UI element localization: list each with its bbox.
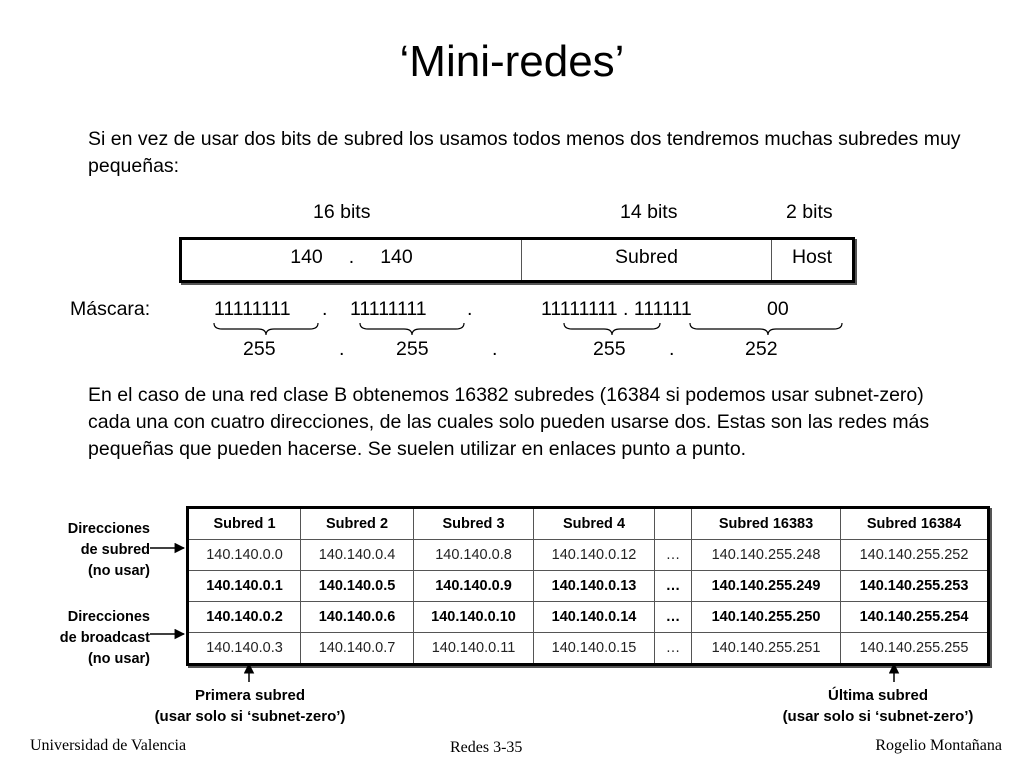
first-subnet-label [130,685,370,727]
table-cell: 140.140.0.1 [188,571,301,602]
mask-decimal-4: 252 [745,338,778,360]
slide-title: ‘Mini-redes’ [399,37,625,86]
host-bits-label: 2 bits [786,201,833,223]
table-cell: 140.140.0.9 [414,571,534,602]
table-cell: 140.140.0.13 [534,571,655,602]
broadcast-address-label-line: de broadcast [59,630,150,646]
table-cell: … [655,540,692,571]
table-cell: 140.140.0.4 [301,540,414,571]
table-cell: 140.140.255.250 [692,602,841,633]
address-structure-box [179,237,855,283]
table-cell: 140.140.0.10 [414,602,534,633]
mask-decimal-dot-2: . [492,338,498,360]
host-part-label: Host [791,246,833,268]
table-cell: … [655,602,692,633]
mask-octet-1: 11111111 [214,298,291,320]
table-cell: 140.140.0.2 [188,602,301,633]
table-cell: 140.140.0.14 [534,602,655,633]
mask-dot-1: . [322,298,328,320]
table-cell: 140.140.0.6 [301,602,414,633]
network-bits-label: 16 bits [313,201,371,223]
footer-institution: Universidad de Valencia [30,737,187,754]
subnet-address-label-line: de subred [80,542,150,558]
header-cell: Subred 4 [534,508,655,540]
network-octet-1: 140 [290,246,323,268]
table-cell: 140.140.0.7 [301,633,414,665]
first-subnet-label-line: Primera subred [194,687,306,704]
table-cell: … [655,571,692,602]
table-cell: 140.140.255.254 [841,602,989,633]
mask-decimal-3: 255 [593,338,626,360]
brace-octet-4 [690,323,842,335]
header-cell: Subred 16384 [841,508,989,540]
first-subnet-label-line: (usar solo si ‘subnet-zero’) [154,708,346,725]
table-cell: 140.140.255.252 [841,540,989,571]
brace-octet-1 [214,323,318,335]
mask-decimal-dot-1: . [339,338,345,360]
mask-subnet-bits: 11111111 . 111111 [541,298,692,320]
mask-label: Máscara: [70,298,151,320]
subnet-address-label-line: Direcciones [67,521,150,537]
broadcast-address-label-line: (no usar) [87,651,150,667]
last-subnet-label [758,685,998,727]
mask-decimal-2: 255 [396,338,429,360]
mask-decimal-dot-3: . [669,338,675,360]
table-cell: 140.140.255.251 [692,633,841,665]
network-part [182,240,522,280]
mask-decimal-1: 255 [243,338,276,360]
table-cell: 140.140.0.8 [414,540,534,571]
explanation-paragraph: En el caso de una red clase B obtenemos 16382 subredes (16384 si podemos usar subnet-zero) cada una con cuatro direcciones, de las cuales solo pueden usarse dos. Estas son las redes más pequeñas que pueden hacerse. Se suelen utilizar en enlaces punto a punto. [88,384,930,460]
table-cell: … [655,633,692,665]
table-cell: 140.140.0.5 [301,571,414,602]
mask-dot-2: . [467,298,473,320]
header-cell: Subred 1 [188,508,301,540]
annotation-arrows [0,530,1024,690]
table-cell: 140.140.255.255 [841,633,989,665]
footer-author: Rogelio Montañana [875,737,1002,754]
table-cell: 140.140.0.11 [414,633,534,665]
footer-slide-number: Redes 3-35 [450,739,523,756]
header-cell: Subred 2 [301,508,414,540]
mask-host-bits: 00 [767,298,789,320]
table-cell: 140.140.0.0 [188,540,301,571]
network-octet-2: 140 [380,246,413,268]
table-cell: 140.140.255.248 [692,540,841,571]
network-dot: . [348,246,355,268]
last-subnet-label-line: (usar solo si ‘subnet-zero’) [782,708,974,725]
subnet-address-label-line: (no usar) [87,563,150,579]
header-cell: Subred 16383 [692,508,841,540]
broadcast-address-label-line: Direcciones [67,609,150,625]
subnet-part-label: Subred [615,246,678,268]
table-cell: 140.140.0.15 [534,633,655,665]
host-part [772,240,852,280]
mask-octet-2: 11111111 [350,298,427,320]
table-cell: 140.140.255.253 [841,571,989,602]
subnet-bits-label: 14 bits [620,201,678,223]
subnet-part [522,240,772,280]
table-cell: 140.140.255.249 [692,571,841,602]
brace-octet-2 [360,323,464,335]
mask-braces [0,318,1024,342]
table-cell: 140.140.0.12 [534,540,655,571]
brace-octet-3 [564,323,660,335]
intro-paragraph: Si en vez de usar dos bits de subred los usamos todos menos dos tendremos muchas subredes muy pequeñas: [88,128,961,177]
header-cell: Subred 3 [414,508,534,540]
last-subnet-label-line: Última subred [827,687,929,704]
table-cell: 140.140.0.3 [188,633,301,665]
